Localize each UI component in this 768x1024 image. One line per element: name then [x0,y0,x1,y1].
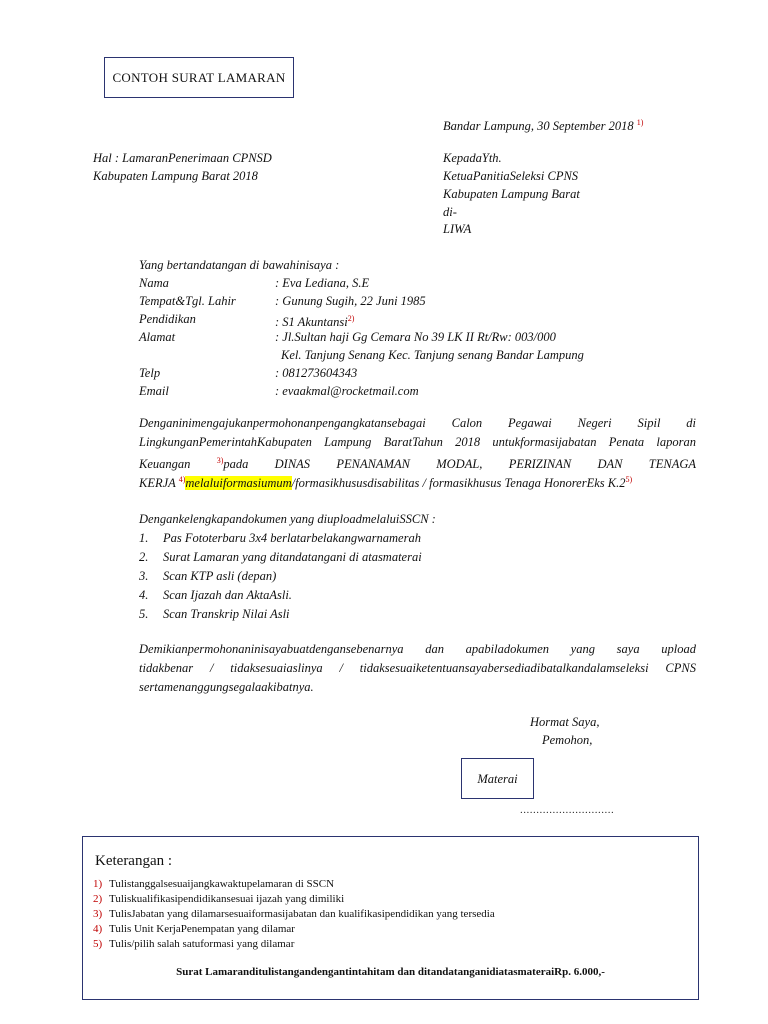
field-label: Alamat [139,330,176,344]
closing-line-1: Demikianpermohonaninisayabuatdengansebenarnya dan apabiladokumen yang saya upload [139,642,696,656]
signer-role: Pemohon, [542,733,593,747]
field-value: Kel. Tanjung Senang Kec. Tanjung senang Bandar Lampung [281,348,584,362]
date-text: Bandar Lampung, 30 September 2018 [443,119,637,134]
note-item: 2) Tuliskualifikasipendidikansesuai ijazah yang dimiliki [93,893,345,905]
note-item: 3) TulisJabatan yang dilamarsesuaiformasijabatan dan kualifikasipendidikan yang tersedia [93,908,495,920]
recipient-line-5: LIWA [443,222,472,236]
field-label: Tempat&Tgl. Lahir [139,294,236,308]
application-line-3: Keuangan $^{3)}$pada DINAS PENANAMAN MODAL, PERIZINAN DAN TENAGA [139,456,696,472]
ref-5: 5) [625,475,633,484]
regards-text: Hormat Saya, [530,715,600,729]
materai-label: Materai [477,771,518,786]
notes-title: Keterangan : [95,853,173,869]
note-item: 1) Tulistanggalsesuaijangkawaktupelamaran di SSCN [93,878,335,890]
field-value: : Jl.Sultan haji Gg Cemara No 39 LK II Rt/Rw: 003/000 [275,330,556,344]
closing-line-2: tidakbenar / tidaksesuaiaslinya / tidaksesuaiketentuansayabersediadibatalkandalamseleksi CPNS [139,661,696,675]
subject-line-2: Kabupaten Lampung Barat 2018 [93,169,258,183]
field-value: : evaakmal@rocketmail.com [275,384,419,398]
field-value: : Gunung Sugih, 22 Juni 1985 [275,294,426,308]
subject-line-1: Hal : LamaranPenerimaan CPNSD [93,151,272,165]
recipient-line-1: KepadaYth. [443,151,502,165]
application-line-1: Denganinimengajukanpermohonanpengangkatansebagai Calon Pegawai Negeri Sipil di [139,416,696,430]
field-value: : S1 Akuntansi$^{2)}$ [275,314,355,330]
field-value: : Eva Lediana, S.E [275,276,370,290]
field-label: Telp [139,366,161,380]
letter-title-box [104,57,294,98]
date-ref: 1) [636,118,644,127]
application-line-4: KERJA $^{4)}$melaluiformasiumum/formasikhususdisabilitas / formasikhusus Tenaga HonorerEks K.2$^{5)}$ [139,475,633,491]
letter-date [443,114,643,135]
ref-3: 3) [216,456,224,465]
docs-intro: Dengankelengkapandokumen yang diuploadmelaluiSSCN : [139,512,436,526]
ref-4: 4) [178,475,186,484]
note-item: 4) Tulis Unit KerjaPenempatan yang dilamar [93,923,295,935]
note-item: 5) Tulis/pilih salah satuformasi yang dilamar [93,938,295,950]
application-line-2: LingkunganPemerintahKabupaten Lampung BaratTahun 2018 untukformasijabatan Penata laporan [139,435,696,449]
letter-title: CONTOH SURAT LAMARAN [112,69,286,85]
field-label: Pendidikan [139,312,196,326]
recipient-line-3: Kabupaten Lampung Barat [443,187,580,201]
recipient-line-4: di- [443,205,457,219]
ref-2: 2) [347,314,355,323]
notes-footer: Surat Lamaranditulistangandengantintahitam dan ditandatanganidiatasmateraiRp. 6.000,- [176,966,605,978]
highlighted-formasi: melaluiformasiumum [185,476,292,491]
intro-line: Yang bertandatangan di bawahinisaya : [139,258,340,272]
closing-line-3: sertamenanggungsegalaakibatnya. [139,680,314,694]
recipient-line-2: KetuaPanitiaSeleksi CPNS [443,169,579,183]
field-value: : 081273604343 [275,366,358,380]
field-label: Email [139,384,169,398]
signature-line: ............................. [520,804,615,816]
field-label: Nama [139,276,169,290]
materai-stamp-box [461,758,534,799]
